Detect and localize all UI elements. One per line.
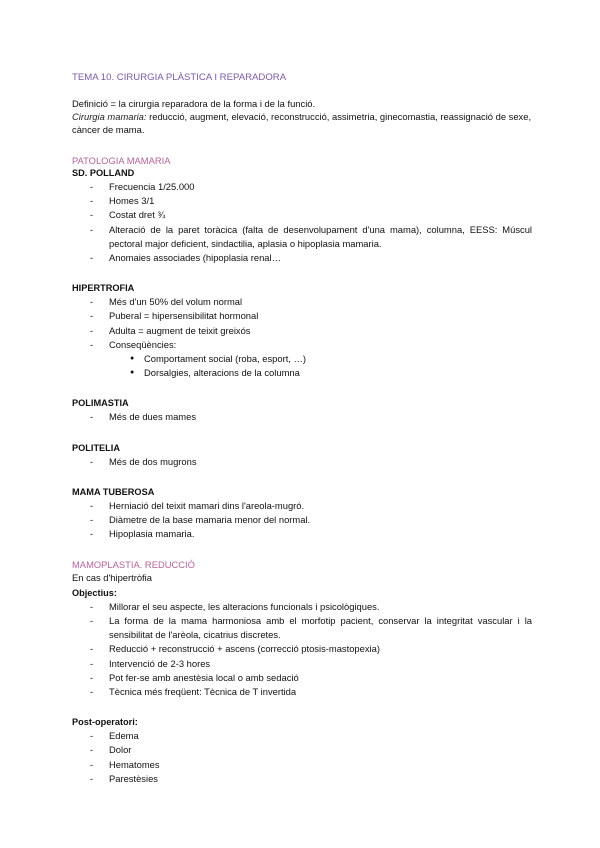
mamaria-paragraph: [72, 110, 532, 136]
list-item: - La forma de la mama harmoniosa amb el morfotip pacient, conservar la integritat vascular i la sensibilitat de l'arèola, cicatrius discretes.: [72, 614, 532, 642]
list-item: - Més d'un 50% del volum normal: [72, 295, 532, 309]
list-item: - Pot fer-se amb anestèsia local o amb sedació: [72, 671, 532, 685]
list-item: - Més de dos mugrons: [72, 455, 532, 469]
section-heading-patologia: PATOLOGIA MAMARIA: [72, 155, 171, 166]
heading-politelia: POLITELIA: [72, 442, 120, 453]
section-heading-mamoplastia: MAMOPLASTIA. REDUCCIÓ: [72, 559, 195, 571]
list-item: - Costat dret ¾: [72, 208, 532, 222]
list-item: - Puberal = hipersensibilitat hormonal: [72, 309, 532, 323]
sublist-item: ● Dorsalgies, alteracions de la columna: [72, 366, 532, 380]
list-item: - Herniació del teixit mamari dins l'areola-mugró.: [72, 499, 532, 513]
list-item: - Reducció + reconstrucció + ascens (correcció ptosis-mastopexia): [72, 642, 532, 656]
list-item: - Hematomes: [72, 758, 532, 772]
objectius-label: Objectius:: [72, 587, 117, 598]
list-item: - Homes 3/1: [72, 194, 532, 208]
heading-mama-tuberosa: MAMA TUBEROSA: [72, 486, 155, 497]
list-item: - Diàmetre de la base mamaria menor del normal.: [72, 513, 532, 527]
heading-hipertrofia: HIPERTROFIA: [72, 283, 135, 294]
definition-line: Definició = la cirurgia reparadora de la forma i de la funció.: [72, 98, 316, 109]
mamaria-label: Cirurgia mamaria:: [72, 111, 147, 122]
heading-polimastia: POLIMASTIA: [72, 398, 129, 409]
hipertrofia-sublist: [72, 352, 532, 380]
polland-list: [72, 180, 532, 265]
sublist-item: ● Comportament social (roba, esport, …): [72, 352, 532, 366]
mamoplastia-intro: En cas d'hipertròfia: [72, 572, 152, 584]
list-item: - Millorar el seu aspecte, les alteracions funcionals i psicològiques.: [72, 600, 532, 614]
postoperatori-label: Post-operatori:: [72, 717, 138, 728]
politelia-list: [72, 455, 532, 469]
document-page: [72, 72, 532, 786]
list-item: - Anomaies associades (hipoplasia renal…: [72, 251, 532, 265]
list-item: - Frecuencia 1/25.000: [72, 180, 532, 194]
postoperatori-list: [72, 729, 532, 786]
list-item: - Dolor: [72, 743, 532, 757]
objectius-list: [72, 600, 532, 699]
mamaria-text: reducció, augment, elevació, reconstrucció, assimetria, ginecomastia, reassignació de sexe, càncer de mama.: [72, 111, 532, 135]
hipertrofia-list: [72, 295, 532, 352]
list-item: - Edema: [72, 729, 532, 743]
document-title: TEMA 10. CIRURGIA PLÀSTICA I REPARADORA: [72, 72, 287, 83]
list-item: - Hipoplasia mamaria.: [72, 527, 532, 541]
list-item: - Intervenció de 2-3 hores: [72, 657, 532, 671]
polimastia-list: [72, 410, 532, 424]
list-item: - Parestèsies: [72, 772, 532, 786]
list-item: - Conseqüències:: [72, 338, 532, 352]
list-item: - Alteració de la paret toràcica (falta de desenvolupament d'una mama), columna, EESS: Múscul pectoral major deficient, sindactilia, aplasia o hipoplasia mamaria.: [72, 223, 532, 251]
list-item: - Més de dues mames: [72, 410, 532, 424]
heading-polland: SD. POLLAND: [72, 168, 135, 178]
list-item: - Adulta = augment de teixit greixós: [72, 324, 532, 338]
list-item: - Tècnica més freqüent: Tècnica de T invertida: [72, 685, 532, 699]
tuberosa-list: [72, 499, 532, 542]
